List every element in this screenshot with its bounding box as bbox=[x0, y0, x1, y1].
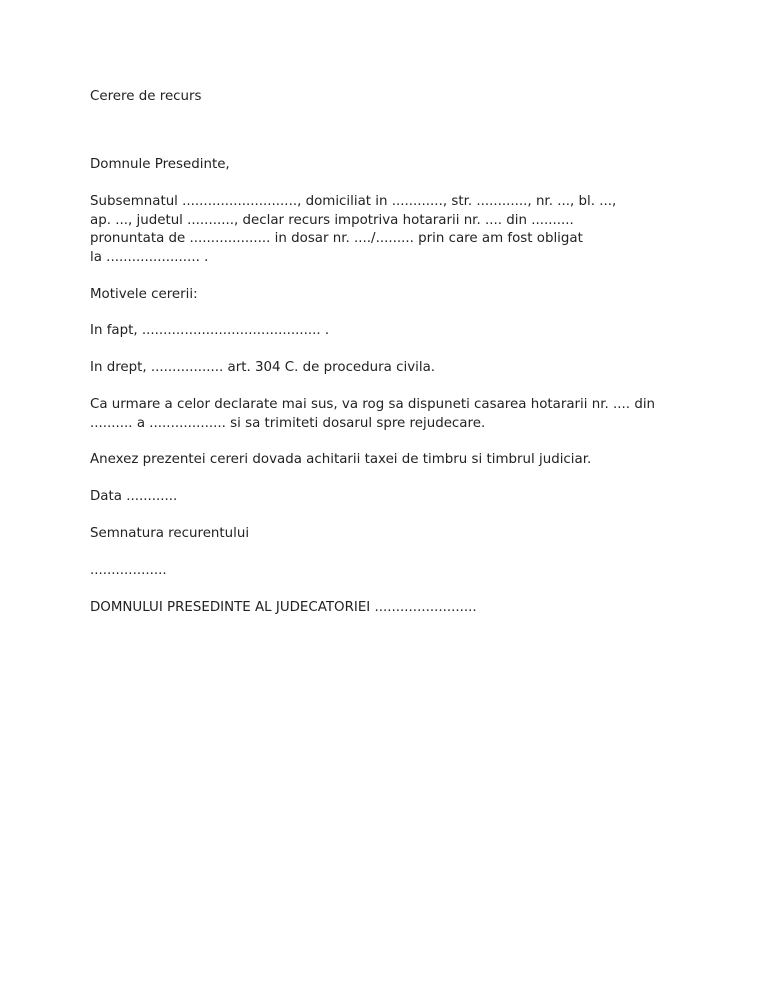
document-title: Cerere de recurs bbox=[90, 89, 202, 104]
intro-line: ap. ..., judetul ..........., declar recurs impotriva hotararii nr. .... din .......... bbox=[90, 212, 574, 228]
signature-label: Semnatura recurentului bbox=[90, 526, 250, 541]
in-fact-line: In fapt, .......................................... . bbox=[90, 323, 330, 338]
intro-line: la ...................... . bbox=[90, 249, 209, 265]
request-line: .......... a .................. si sa trimiteti dosarul spre rejudecare. bbox=[90, 415, 486, 431]
annex-line: Anexez prezentei cereri dovada achitarii taxei de timbru si timbrul judiciar. bbox=[90, 452, 592, 467]
addressee-line: DOMNULUI PRESEDINTE AL JUDECATORIEI ........................ bbox=[90, 600, 477, 615]
request-paragraph bbox=[90, 396, 690, 433]
motives-heading: Motivele cererii: bbox=[90, 287, 198, 302]
signature-blank: .................. bbox=[90, 563, 167, 578]
intro-line: pronuntata de ................... in dosar nr. ..../......... prin care am fost obligat bbox=[90, 231, 583, 246]
intro-line: Subsemnatul ..........................., domiciliat in ............, str. ............, nr. ..., bl. ..., bbox=[90, 194, 617, 209]
salutation: Domnule Presedinte, bbox=[90, 157, 230, 172]
request-line: Ca urmare a celor declarate mai sus, va rog sa dispuneti casarea hotararii nr. .... din bbox=[90, 397, 656, 412]
intro-paragraph bbox=[90, 193, 690, 267]
date-line: Data ............ bbox=[90, 489, 178, 504]
in-law-line: In drept, ................. art. 304 C. de procedura civila. bbox=[90, 360, 436, 375]
